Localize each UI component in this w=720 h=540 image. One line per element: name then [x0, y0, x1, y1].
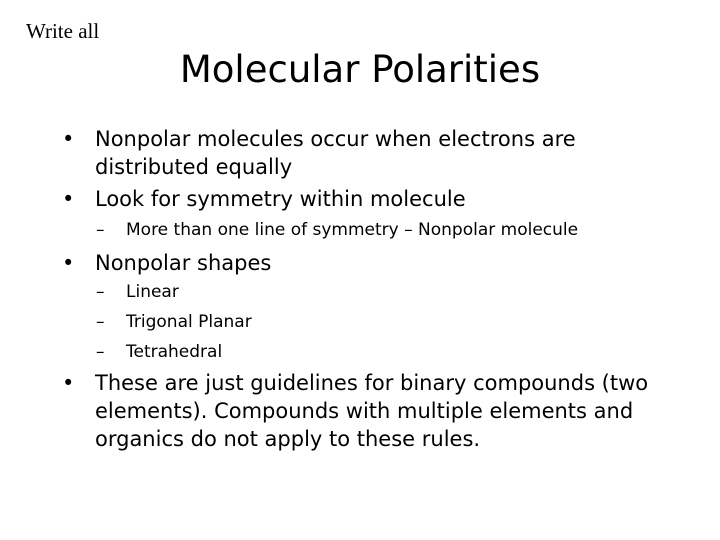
bullet-marker-icon: • — [62, 187, 75, 211]
bullet-text: These are just guidelines for binary compounds (two elements). Compounds with multiple elements and organics do not apply to these rules. — [95, 371, 649, 451]
sub-bullet-list — [62, 215, 702, 245]
handwritten-note: Write all — [26, 19, 100, 43]
bullet-marker-icon: • — [62, 371, 75, 395]
dash-marker-icon: – — [96, 312, 105, 332]
sub-bullet-list — [62, 277, 702, 367]
sub-bullet-group — [62, 277, 702, 367]
bullet-text-part: distributed equally — [95, 155, 293, 179]
dash-marker-icon: – — [96, 282, 105, 302]
sub-bullet-item — [62, 277, 702, 307]
slide-title-text: Molecular Polarities — [179, 48, 541, 91]
bullet-text-part: are — [541, 127, 576, 151]
bullet-item — [62, 185, 702, 213]
bullet-text — [95, 127, 576, 179]
bullet-item — [62, 249, 702, 277]
sub-bullet-item — [62, 337, 702, 367]
bullet-text-part: Nonpolar molecules occur when electrons — [95, 127, 542, 151]
sub-bullet-text: More than one line of symmetry – Nonpolar molecule — [126, 220, 579, 240]
dash-marker-icon: – — [96, 342, 105, 362]
bullet-text: Look for symmetry within molecule — [95, 187, 466, 211]
bullet-item — [62, 369, 702, 453]
bullet-marker-icon: • — [62, 127, 75, 151]
bullet-marker-icon: • — [62, 251, 75, 275]
sub-bullet-item — [62, 215, 702, 245]
sub-bullet-group — [62, 215, 702, 245]
slide-title — [0, 46, 720, 94]
sub-bullet-text: Tetrahedral — [126, 342, 223, 362]
sub-bullet-item — [62, 307, 702, 337]
sub-bullet-text: Linear — [126, 282, 179, 302]
sub-bullet-text: Trigonal Planar — [126, 312, 252, 332]
bullet-list — [62, 125, 702, 453]
bullet-item — [62, 125, 702, 181]
dash-marker-icon: – — [96, 220, 105, 240]
bullet-text: Nonpolar shapes — [95, 251, 272, 275]
